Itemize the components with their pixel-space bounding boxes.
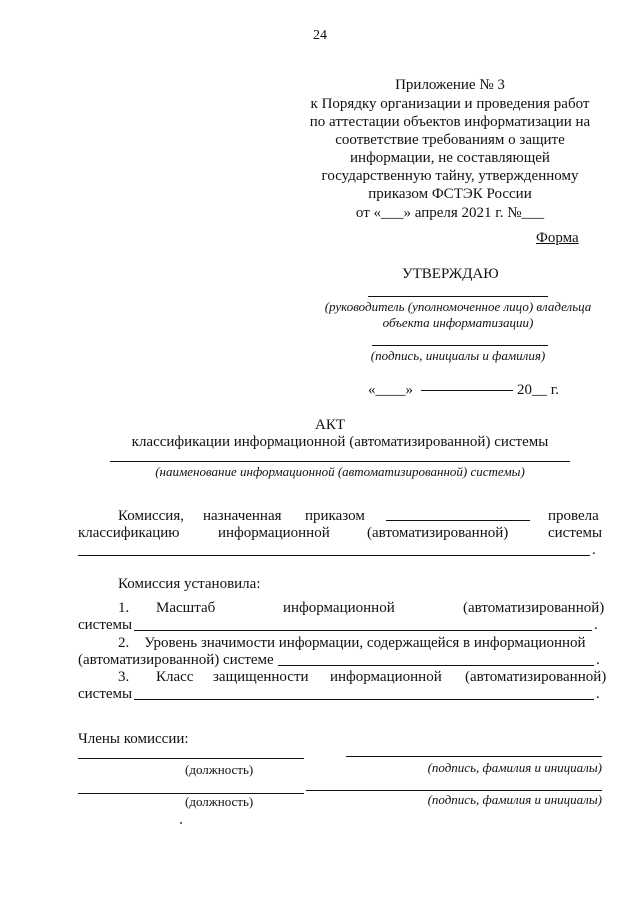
approve-title: УТВЕРЖДАЮ (402, 266, 499, 282)
members-title: Члены комиссии: (78, 731, 189, 747)
commission-word: (автоматизированной) (367, 525, 509, 541)
approve-date-day: «____» (368, 382, 413, 398)
approver-caption-2: объекта информатизации) (382, 315, 534, 330)
approve-date-year: 20__ г. (517, 382, 559, 398)
item1-line (134, 630, 592, 631)
item1-cont: системы (78, 617, 133, 633)
act-subtitle: классификации информационной (автоматизированной) системы (131, 434, 549, 450)
form-label: Форма (536, 230, 579, 246)
item1-word: 1. (118, 600, 130, 616)
member-position-caption: (должность) (185, 794, 254, 809)
scan-dot (180, 822, 182, 824)
item1-word: информационной (283, 600, 395, 616)
commission-word: приказом (305, 508, 365, 524)
period: . (596, 652, 600, 668)
item3-word: защищенности (213, 669, 309, 685)
approver-line (368, 296, 548, 297)
appendix-line: информации, не составляющей (350, 150, 550, 166)
system-line (78, 555, 590, 556)
approver-caption-1: (руководитель (уполномоченное лицо) владельца (324, 299, 592, 314)
period: . (594, 617, 598, 633)
approve-date-month-line (421, 390, 513, 391)
commission-word: назначенная (203, 508, 282, 524)
appendix-date-line: от «___» апреля 2021 г. №___ (355, 205, 545, 221)
member-sign-caption: (подпись, фамилия и инициалы) (427, 792, 602, 807)
item2-cont: (автоматизированной) системе (78, 652, 274, 668)
item3-cont: системы (78, 686, 133, 702)
member-sign-caption: (подпись, фамилия и инициалы) (427, 760, 602, 775)
approver-caption (318, 299, 598, 331)
appendix-line: к Порядку организации и проведения работ (310, 96, 590, 112)
member-position-caption: (должность) (185, 762, 254, 777)
act-title: АКТ (315, 417, 345, 433)
member-position-line (78, 758, 304, 759)
established-title: Комиссия установила: (118, 576, 261, 592)
system-name-line (110, 461, 570, 462)
commission-word: Комиссия, (118, 508, 184, 524)
item1-word: (автоматизированной) (463, 600, 605, 616)
item2-line (278, 665, 594, 666)
system-name-caption: (наименование информационной (автоматизированной) системы) (155, 464, 525, 479)
approve-date (368, 381, 559, 399)
item3-line (134, 699, 594, 700)
commission-word: классификацию (78, 525, 180, 541)
item3-word: Класс (156, 669, 194, 685)
commission-word: системы (548, 525, 603, 541)
appendix-line: по аттестации объектов информатизации на (309, 114, 591, 130)
approver-sign-line (372, 345, 548, 346)
appendix-line: соответствие требованиям о защите (335, 132, 565, 148)
item3-word: информационной (330, 669, 442, 685)
commission-word: провела (548, 508, 599, 524)
member-sign-line (346, 756, 602, 757)
period: . (592, 542, 596, 558)
item1-word: Масштаб (156, 600, 216, 616)
appendix-block (300, 75, 600, 223)
period: . (596, 686, 600, 702)
item2-text: 2. Уровень значимости информации, содержащейся в информационной (118, 635, 586, 651)
appendix-title: Приложение № 3 (395, 77, 505, 93)
order-line (386, 520, 530, 521)
member-sign-line (306, 790, 602, 791)
approver-sign-caption: (подпись, инициалы и фамилия) (370, 348, 546, 363)
page-number: 24 (313, 28, 327, 43)
item3-word: 3. (118, 669, 130, 685)
commission-word: информационной (218, 525, 330, 541)
appendix-line: приказом ФСТЭК России (368, 186, 532, 202)
appendix-line: государственную тайну, утвержденному (321, 168, 579, 184)
item3-word: (автоматизированной) (465, 669, 607, 685)
